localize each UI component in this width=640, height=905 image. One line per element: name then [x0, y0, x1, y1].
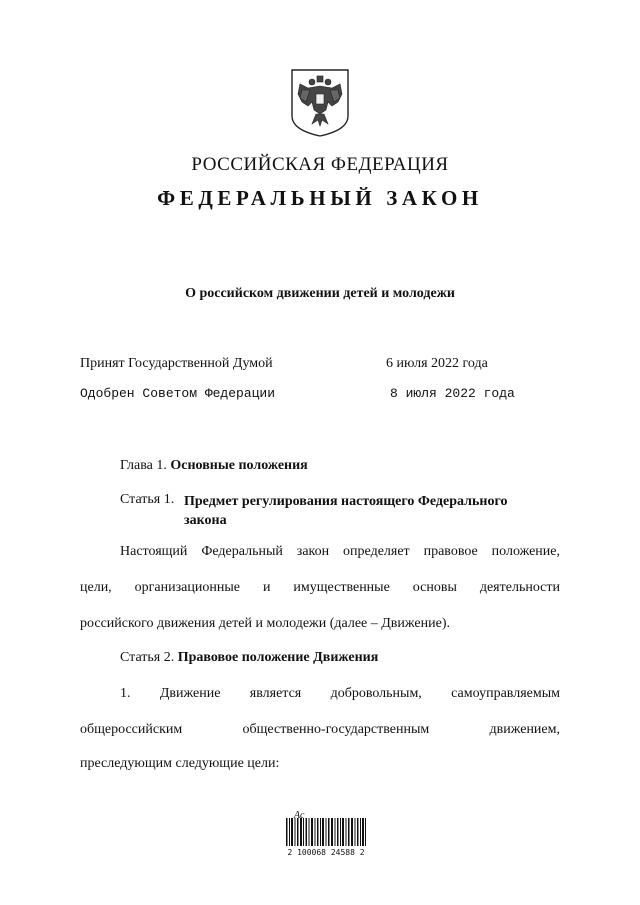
document-barcode [286, 810, 366, 857]
article-2-line-1: 1. Движение является добровольным, самоуправляемым [120, 686, 560, 701]
article-2-heading [120, 650, 378, 666]
duma-label: Принят Государственной Думой [80, 356, 273, 371]
chapter-title: Основные положения [170, 458, 308, 473]
duma-date: 6 июля 2022 года [386, 356, 488, 371]
law-title: О российском движении детей и молодежи [185, 286, 455, 301]
article-2-prefix: Статья 2. [120, 650, 175, 665]
council-date: 8 июля 2022 года [390, 386, 515, 401]
article-2-line-3: преследующим следующие цели: [80, 756, 280, 771]
barcode-bars [286, 818, 366, 846]
signature-mark: Ас [294, 810, 305, 821]
law-type: ФЕДЕРАЛЬНЫЙ ЗАКОН [157, 186, 483, 210]
country-name: РОССИЙСКАЯ ФЕДЕРАЦИЯ [191, 154, 449, 175]
council-label: Одобрен Советом Федерации [80, 386, 276, 401]
article-1-line-1: Настоящий Федеральный закон определяет правовое положение, [120, 544, 560, 559]
barcode-number: 2 100068 24588 2 [287, 848, 365, 857]
article-1-line-2: цели, организационные и имущественные основы деятельности [80, 580, 560, 595]
article-1-line-3: российского движения детей и молодежи (далее – Движение). [80, 616, 450, 631]
article-1-title: Предмет регулирования настоящего Федерального закона [184, 494, 508, 528]
chapter-heading [120, 458, 308, 474]
coat-of-arms-emblem [288, 68, 352, 138]
chapter-prefix: Глава 1. [120, 458, 167, 473]
article-2-line-2: общероссийским общественно-государственным движением, [80, 722, 560, 737]
article-1-prefix: Статья 1. [120, 492, 175, 507]
article-2-title: Правовое положение Движения [177, 650, 379, 665]
